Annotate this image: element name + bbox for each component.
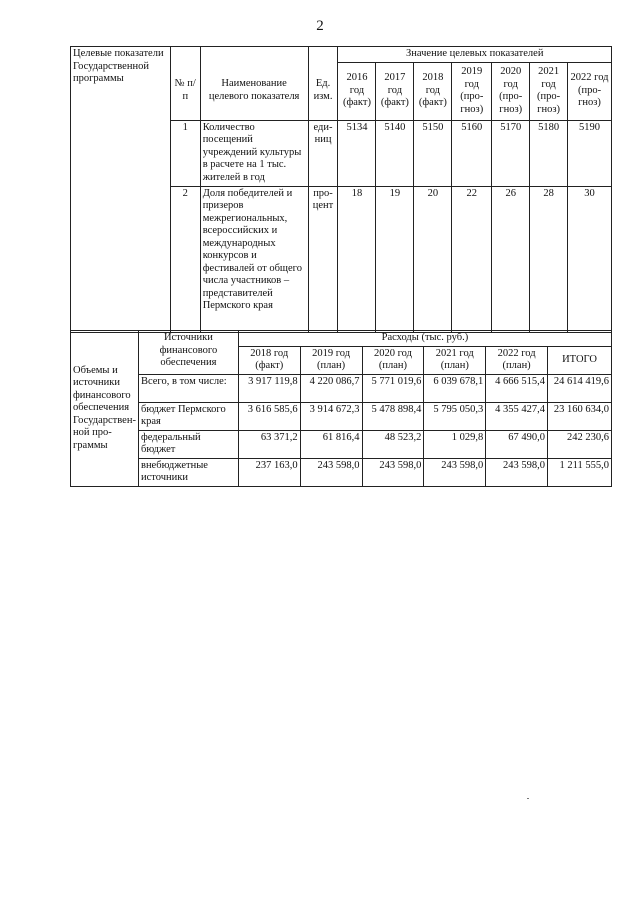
indicator-value: 5134 xyxy=(338,120,376,186)
indicator-unit: еди-ниц xyxy=(308,120,338,186)
amount: 67 490,0 xyxy=(486,430,548,458)
amount: 4 355 427,4 xyxy=(486,402,548,430)
row-num: 2 xyxy=(170,186,200,332)
row-num: 1 xyxy=(170,120,200,186)
source-name: внебюджетные источники xyxy=(138,458,238,486)
page-number: 2 xyxy=(316,18,324,34)
indicator-value: 5140 xyxy=(376,120,414,186)
col-name-header: Наименование целевого показателя xyxy=(200,62,308,120)
values-title: Значение целевых показателей xyxy=(338,47,612,63)
amount: 243 598,0 xyxy=(362,458,424,486)
col-num-header: № п/п xyxy=(170,62,200,120)
table-row xyxy=(71,374,612,402)
year-header: 2016 год (факт) xyxy=(338,62,376,120)
indicator-value: 22 xyxy=(452,186,492,332)
source-header: Источники финансового обеспечения xyxy=(138,331,238,375)
indicator-value: 30 xyxy=(568,186,612,332)
year-header: 2018 год (факт) xyxy=(238,346,300,374)
indicator-value: 5180 xyxy=(530,120,568,186)
amount: 4 666 515,4 xyxy=(486,374,548,402)
year-header: 2017 год (факт) xyxy=(376,62,414,120)
year-header: 2018 год (факт) xyxy=(414,62,452,120)
col-unit-header: Ед. изм. xyxy=(308,62,338,120)
year-header: 2019 год (про-гноз) xyxy=(452,62,492,120)
year-header: 2021 год (план) xyxy=(424,346,486,374)
amount: 3 616 585,6 xyxy=(238,402,300,430)
source-name: бюджет Пермского края xyxy=(138,402,238,430)
targets-table xyxy=(70,46,612,333)
table-row xyxy=(71,186,612,332)
indicator-name: Доля победителей и призеров межрегиональных, всероссийских и международных конкурсов и фестивалей от общего числа участников – представителей Пермского края xyxy=(200,186,308,332)
amount: 3 917 119,8 xyxy=(238,374,300,402)
year-header: 2022 год (про-гноз) xyxy=(568,62,612,120)
amount: 237 163,0 xyxy=(238,458,300,486)
source-name: Всего, в том числе: xyxy=(138,374,238,402)
amount: 61 816,4 xyxy=(300,430,362,458)
expenses-title: Расходы (тыс. руб.) xyxy=(238,331,611,347)
amount: 24 614 419,6 xyxy=(548,374,612,402)
indicator-value: 26 xyxy=(492,186,530,332)
finance-section-label: Объемы и источники финансового обеспечения Государствен-ной про-граммы xyxy=(71,331,139,487)
amount: 242 230,6 xyxy=(548,430,612,458)
amount: 5 478 898,4 xyxy=(362,402,424,430)
indicator-value: 5170 xyxy=(492,120,530,186)
table-row xyxy=(71,120,612,186)
amount: 243 598,0 xyxy=(424,458,486,486)
amount: 1 211 555,0 xyxy=(548,458,612,486)
year-header: 2021 год (про-гноз) xyxy=(530,62,568,120)
scan-speck xyxy=(527,798,529,799)
indicator-value: 19 xyxy=(376,186,414,332)
source-name: федеральный бюджет xyxy=(138,430,238,458)
table-row xyxy=(71,402,612,430)
indicator-value: 5150 xyxy=(414,120,452,186)
amount: 5 771 019,6 xyxy=(362,374,424,402)
finance-table xyxy=(70,330,612,487)
year-header: 2022 год (план) xyxy=(486,346,548,374)
amount: 1 029,8 xyxy=(424,430,486,458)
indicator-value: 18 xyxy=(338,186,376,332)
amount: 5 795 050,3 xyxy=(424,402,486,430)
year-header: 2020 год (план) xyxy=(362,346,424,374)
amount: 63 371,2 xyxy=(238,430,300,458)
table-row xyxy=(71,430,612,458)
total-header: ИТОГО xyxy=(548,346,612,374)
year-header: 2020 год (про-гноз) xyxy=(492,62,530,120)
amount: 6 039 678,1 xyxy=(424,374,486,402)
amount: 243 598,0 xyxy=(300,458,362,486)
indicator-value: 20 xyxy=(414,186,452,332)
amount: 243 598,0 xyxy=(486,458,548,486)
indicator-value: 5160 xyxy=(452,120,492,186)
indicator-unit: про-цент xyxy=(308,186,338,332)
year-header: 2019 год (план) xyxy=(300,346,362,374)
indicator-value: 5190 xyxy=(568,120,612,186)
targets-section-label: Целевые показатели Государственной программы xyxy=(71,47,171,121)
indicator-value: 28 xyxy=(530,186,568,332)
amount: 3 914 672,3 xyxy=(300,402,362,430)
amount: 4 220 086,7 xyxy=(300,374,362,402)
table-row xyxy=(71,458,612,486)
indicator-name: Количество посещений учреждений культуры в расчете на 1 тыс. жителей в год xyxy=(200,120,308,186)
amount: 23 160 634,0 xyxy=(548,402,612,430)
amount: 48 523,2 xyxy=(362,430,424,458)
